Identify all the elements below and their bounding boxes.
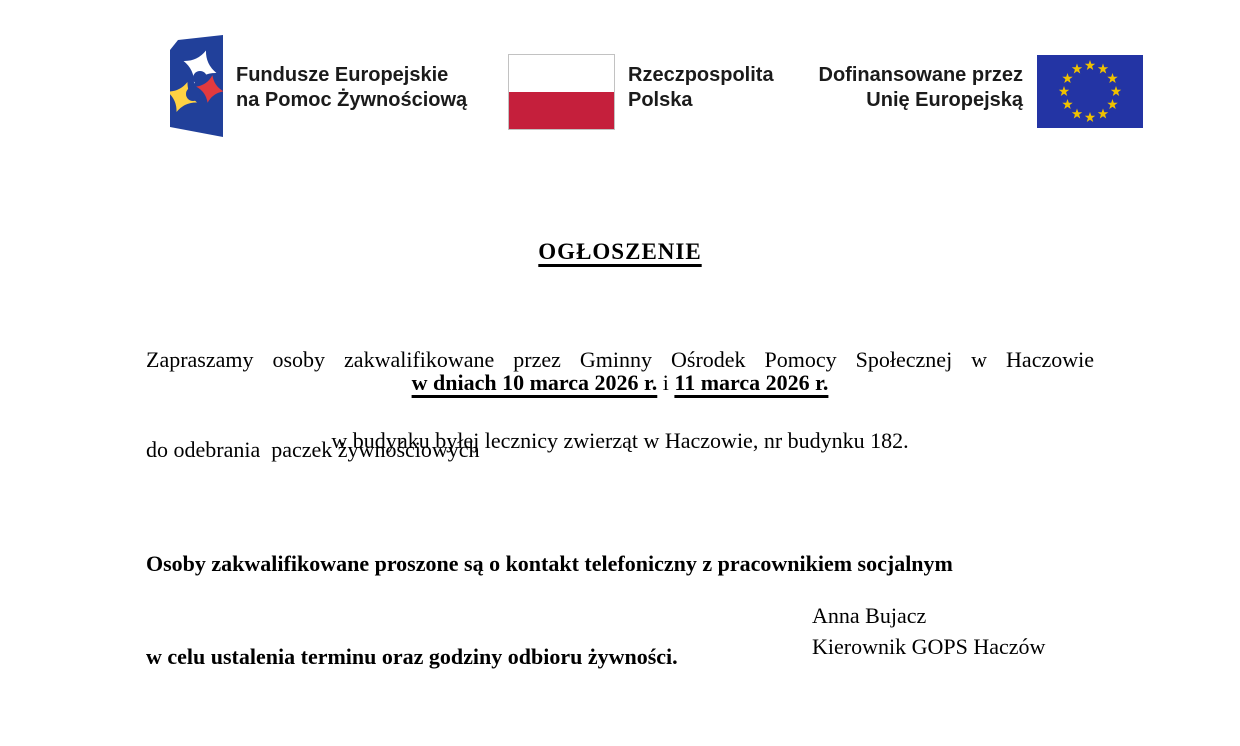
poland-label-line2: Polska <box>628 89 693 111</box>
page-title <box>0 239 1240 265</box>
pickup-location-line: w budynku byłej lecznicy zwierząt w Haczowie, nr budynku 182. <box>331 428 909 453</box>
eu-funds-logo-label-line2: na Pomoc Żywnościową <box>236 89 468 111</box>
pickup-date-2: 11 marca 2026 r. <box>674 370 829 395</box>
poland-flag-icon <box>508 54 615 130</box>
pickup-date-1: w dniach 10 marca 2026 r. <box>411 370 658 395</box>
eu-funding-label-line1: Dofinansowane przez <box>818 64 1023 86</box>
contact-line-1: Osoby zakwalifikowane proszone są o kontakt telefoniczny z pracownikiem socjalnym <box>146 551 953 576</box>
poland-label <box>628 63 774 113</box>
contact-line-2: w celu ustalenia terminu oraz godziny odbioru żywności. <box>146 644 678 669</box>
eu-funding-label-line2: Unię Europejską <box>866 89 1023 111</box>
page-title-text: OGŁOSZENIE <box>538 239 702 265</box>
eu-flag-icon <box>1037 55 1143 128</box>
intro-line-1: Zapraszamy osoby zakwalifikowane przez Gminny Ośrodek Pomocy Społecznej w Haczowie <box>146 347 1094 372</box>
pickup-dates-line <box>0 370 1240 396</box>
eu-funds-logo-label-line1: Fundusze Europejskie <box>236 64 449 86</box>
poland-flag-red-stripe <box>509 92 614 129</box>
poland-flag-white-stripe <box>509 55 614 92</box>
signature-role: Kierownik GOPS Haczów <box>812 634 1046 659</box>
eu-funds-flag-icon <box>165 32 223 137</box>
eu-funds-logo-label <box>236 63 467 113</box>
intro-line-2: do odebrania paczek żywnościowych <box>146 437 480 462</box>
poland-label-line1: Rzeczpospolita <box>628 64 774 86</box>
eu-funding-label <box>819 63 1023 113</box>
signature-name: Anna Bujacz <box>812 603 927 628</box>
signature-block <box>812 600 1045 662</box>
date-separator: i <box>657 370 675 395</box>
